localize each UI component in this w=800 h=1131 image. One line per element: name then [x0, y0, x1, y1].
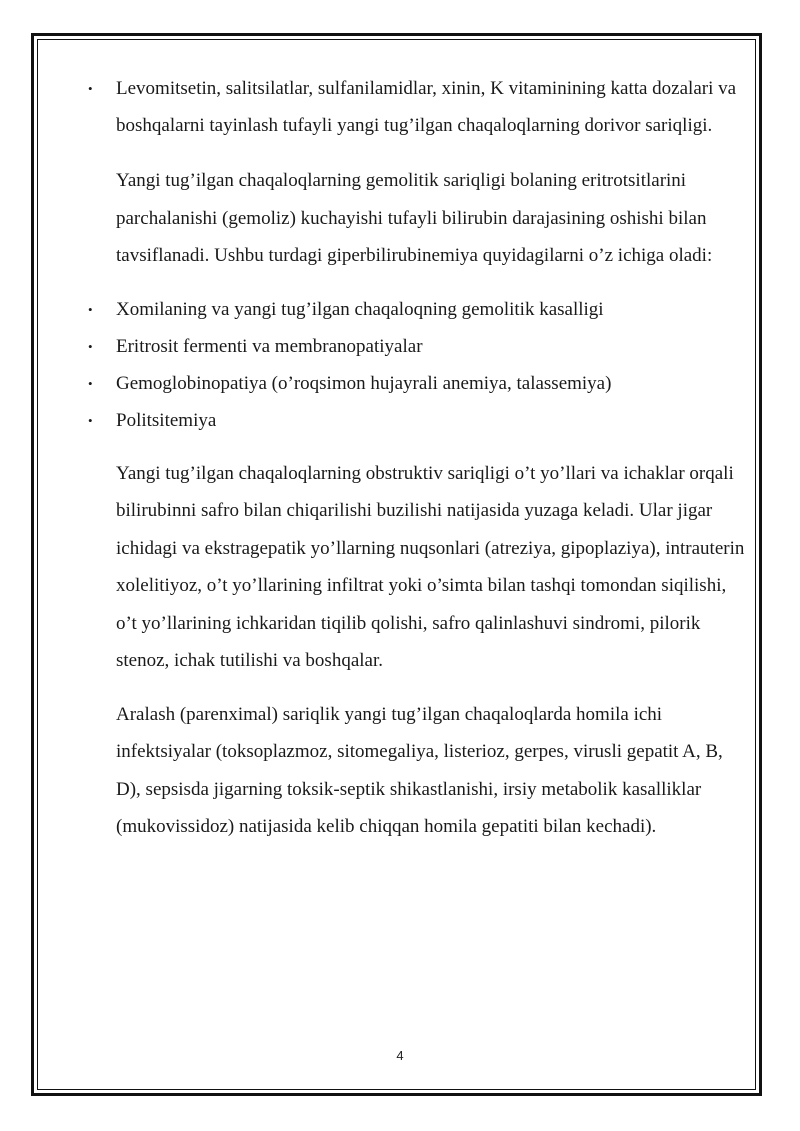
bullet-icon: • — [88, 375, 93, 391]
bullet-item-enzyme-membranopathy — [0, 328, 800, 365]
paragraph-obstructive-jaundice: Yangi tug’ilgan chaqaloqlarning obstruktiv sariqligi o’t yo’llari va ichaklar orqali bilirubinni safro bilan chiqarilishi buzilishi natijasida yuzaga keladi. Ular jigar ichidagi va ekstragepatik yo’llarning nuqsonlari (atreziya, gipoplaziya), intrauterin xolelitiyoz, o’t yo’llarining infiltrat yoki o’simta bilan tashqi tomondan siqilishi, o’t yo’llarining ichkaridan tiqilib qolishi, safro qalinlashuvi sindromi, pilorik stenoz, ichak tutilishi va boshqalar. — [116, 462, 745, 671]
page-number: 4 — [396, 1048, 404, 1063]
bullet-text: Eritrosit fermenti va membranopatiyalar — [116, 335, 423, 357]
bullet-item-hemoglobinopathy — [0, 365, 800, 402]
bullet-item-hemolytic-disease — [0, 291, 800, 328]
page-content — [0, 70, 800, 846]
bullet-icon: • — [88, 412, 93, 428]
bullet-icon: • — [88, 338, 93, 354]
bullet-item-polycythemia — [0, 402, 800, 439]
bullet-icon: • — [88, 81, 93, 96]
bullet-text: Gemoglobinopatiya (o’roqsimon hujayrali anemiya, talassemiya) — [116, 372, 612, 394]
bullet-item-drug-jaundice — [0, 70, 800, 144]
bullet-icon: • — [88, 301, 93, 317]
bullet-text: Levomitsetin, salitsilatlar, sulfanilamidlar, xinin, K vitaminining katta dozalari va boshqalarni tayinlash tufayli yangi tug’ilgan chaqaloqlarning dorivor sariqligi. — [116, 78, 737, 136]
paragraph-hemolytic-jaundice: Yangi tug’ilgan chaqaloqlarning gemolitik sariqligi bolaning eritrotsitlarini parchalanishi (gemoliz) kuchayishi tufayli bilirubin darajasining oshishi bilan tavsiflanadi. Ushbu turdagi giperbilirubinemiya quyidagilarni o’z ichiga oladi: — [116, 170, 713, 266]
bullet-text: Xomilaning va yangi tug’ilgan chaqaloqning gemolitik kasalligi — [116, 298, 604, 320]
paragraph-mixed-jaundice: Aralash (parenximal) sariqlik yangi tug’ilgan chaqaloqlarda homila ichi infektsiyalar (toksoplazmoz, sitomegaliya, listerioz, gerpes, virusli gepatit A, B, D), sepsisda jigarning toksik-septik shikastlanishi, irsiy metabolik kasalliklar (mukovissidoz) natijasida kelib chiqqan homila gepatiti bilan kechadi). — [116, 703, 723, 837]
bullet-text: Politsitemiya — [116, 409, 217, 431]
